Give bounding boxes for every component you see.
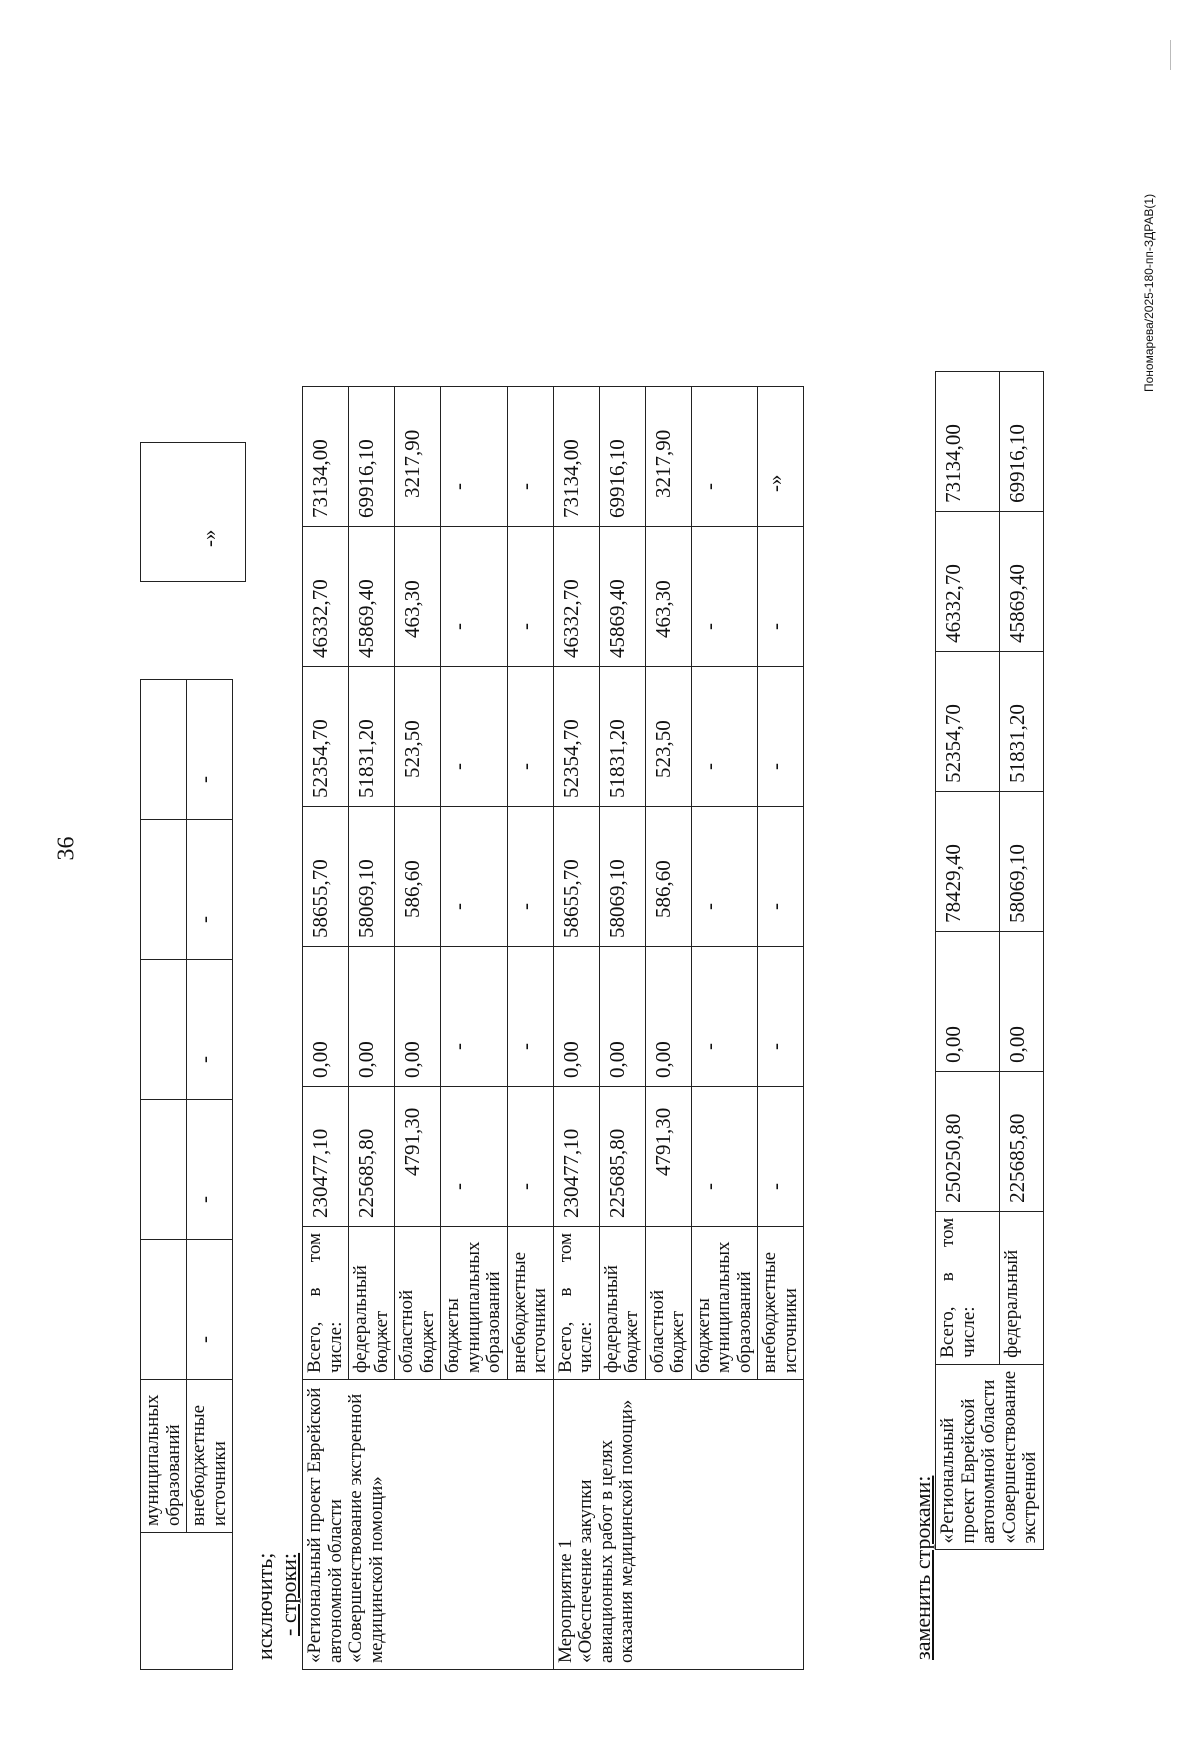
value-cell: 58655,70: [553, 807, 599, 947]
value-cell: -: [441, 527, 508, 667]
value-cell: 45869,40: [999, 511, 1043, 651]
value-cell: 58069,10: [599, 807, 645, 947]
value-cell: 0,00: [936, 931, 1000, 1071]
heading-replace: заменить строками:: [910, 1475, 935, 1660]
row-label: федеральный бюджет: [599, 1227, 645, 1380]
value-cell: 69916,10: [349, 387, 395, 527]
value-cell: -: [758, 807, 804, 947]
value-cell: -: [691, 947, 758, 1087]
value-cell: 46332,70: [936, 511, 1000, 651]
row-label: Всего, в том числе:: [553, 1227, 599, 1380]
excluded-rows-table: [302, 386, 804, 1670]
value-cell: 0,00: [553, 947, 599, 1087]
value-cell: 4791,30: [645, 1087, 691, 1227]
table-row: [141, 680, 187, 1670]
value-cell: 0,00: [999, 931, 1043, 1071]
value-cell: -: [758, 527, 804, 667]
replacement-rows-table: [935, 371, 1044, 1670]
value-cell: 586,60: [395, 807, 441, 947]
value-cell: 0,00: [349, 947, 395, 1087]
value-cell: 0,00: [395, 947, 441, 1087]
table-row: [553, 387, 599, 1670]
empty-name-cell: [141, 1533, 233, 1670]
value-cell: 78429,40: [936, 791, 1000, 931]
value-cell: 73134,00: [553, 387, 599, 527]
value-cell: 3217,90: [395, 387, 441, 527]
value-cell: -: [187, 960, 233, 1100]
value-cell: -: [758, 667, 804, 807]
value-cell: -: [507, 947, 553, 1087]
value-cell: 58069,10: [999, 791, 1043, 931]
value-cell: 52354,70: [553, 667, 599, 807]
top-table: [140, 679, 233, 1670]
value-cell: -: [441, 387, 508, 527]
value-cell: 46332,70: [303, 527, 349, 667]
value-cell: -: [691, 667, 758, 807]
value-cell: -: [507, 1087, 553, 1227]
value-cell: -: [187, 680, 233, 820]
value-cell: -: [187, 1240, 233, 1380]
value-cell: 523,50: [395, 667, 441, 807]
row-label: областной бюджет: [395, 1227, 441, 1380]
value-cell: -: [758, 947, 804, 1087]
value-cell: 51831,20: [999, 651, 1043, 791]
value-cell: 69916,10: [999, 371, 1043, 511]
value-cell: -: [507, 527, 553, 667]
row-label: внебюджетные источники: [187, 1380, 233, 1533]
value-cell: 586,60: [645, 807, 691, 947]
value-cell: 73134,00: [936, 371, 1000, 511]
value-cell: 225685,80: [599, 1087, 645, 1227]
value-cell: -: [441, 667, 508, 807]
value-cell: 69916,10: [599, 387, 645, 527]
value-cell: 58655,70: [303, 807, 349, 947]
value-cell: 73134,00: [303, 387, 349, 527]
value-cell: 58069,10: [349, 807, 395, 947]
value-cell: -: [187, 820, 233, 960]
value-cell: -: [187, 1100, 233, 1240]
value-cell: 250250,80: [936, 1071, 1000, 1211]
value-cell: -: [507, 667, 553, 807]
value-cell: 463,30: [645, 527, 691, 667]
project-name: «Региональный проект Еврейской автономной области «Совершенствование экстренной медицинской помощи»: [303, 1380, 554, 1670]
project-name: «Региональный проект Еврейской автономной области «Совершенствование экстренной: [936, 1364, 1044, 1550]
value-cell: -: [441, 807, 508, 947]
value-cell: -»: [758, 387, 804, 527]
value-cell: -: [758, 1087, 804, 1227]
row-label: областной бюджет: [645, 1227, 691, 1380]
value-cell: 3217,90: [645, 387, 691, 527]
value-cell: 4791,30: [395, 1087, 441, 1227]
row-label: внебюджетные источники: [507, 1227, 553, 1380]
footer-document-code: Пономарева/2025-180-пп-ЗДРАВ(1): [1142, 193, 1156, 392]
table-row: [187, 680, 233, 1670]
page-number: 36: [53, 836, 80, 861]
value-cell: 46332,70: [553, 527, 599, 667]
value-cell: 225685,80: [349, 1087, 395, 1227]
value-cell: 52354,70: [303, 667, 349, 807]
heading-rows: - строки:: [276, 1552, 301, 1636]
value-cell: -: [441, 947, 508, 1087]
value-cell: 225685,80: [999, 1071, 1043, 1211]
value-cell: -: [441, 1087, 508, 1227]
row-label: муниципальных образований: [141, 1380, 187, 1533]
value-cell: 463,30: [395, 527, 441, 667]
value-cell: 523,50: [645, 667, 691, 807]
value-cell: -: [691, 1087, 758, 1227]
value-cell: 0,00: [599, 947, 645, 1087]
row-label: Всего, в том числе:: [936, 1211, 1000, 1364]
value-cell: 230477,10: [303, 1087, 349, 1227]
value-cell: -: [507, 387, 553, 527]
value-cell: 51831,20: [349, 667, 395, 807]
value-cell: 0,00: [645, 947, 691, 1087]
value-cell: 45869,40: [349, 527, 395, 667]
value-cell: -: [691, 807, 758, 947]
value-cell: -: [507, 807, 553, 947]
value-cell: 51831,20: [599, 667, 645, 807]
value-cell: 45869,40: [599, 527, 645, 667]
measure-name: Мероприятие 1 «Обеспечение закупки авиационных работ в целях оказания медицинской помощи»: [553, 1380, 804, 1670]
row-label: бюджеты муниципальных образований: [441, 1227, 508, 1380]
margin-mark: [1170, 40, 1171, 70]
row-label: Всего, в том числе:: [303, 1227, 349, 1380]
row-label: бюджеты муниципальных образований: [691, 1227, 758, 1380]
value-cell: 230477,10: [553, 1087, 599, 1227]
table-row: [303, 387, 349, 1670]
top-table-last-column: [140, 442, 246, 582]
row-label: федеральный бюджет: [349, 1227, 395, 1380]
closing-quote: -»: [197, 529, 221, 547]
value-cell: 0,00: [303, 947, 349, 1087]
row-label: федеральный: [999, 1211, 1043, 1364]
heading-exclude: исключить;: [252, 1552, 277, 1660]
table-row: [936, 371, 1000, 1670]
value-cell: -: [691, 527, 758, 667]
rotated-page-content: [140, 40, 1060, 1670]
value-cell: 52354,70: [936, 651, 1000, 791]
value-cell: -: [691, 387, 758, 527]
row-label: внебюджетные источники: [758, 1227, 804, 1380]
